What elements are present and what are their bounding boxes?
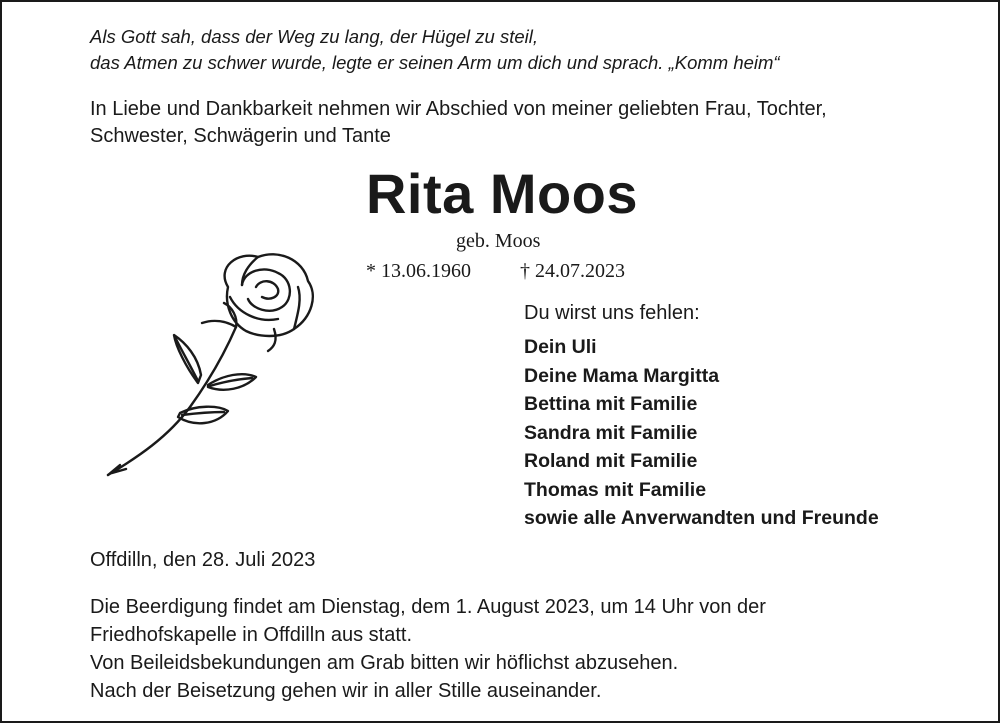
maiden-name: geb. Moos [456,230,541,252]
place-date: Offdilln, den 28. Juli 2023 [90,549,316,571]
mourner: Deine Mama Margitta [524,364,720,387]
birth-date: * 13.06.1960 [366,260,471,282]
mourner: sowie alle Anverwandten und Freunde [524,507,879,529]
funeral-line-4: Nach der Beisetzung gehen wir in aller Stille auseinander. [90,680,602,702]
verse-line-1: Als Gott sah, dass der Weg zu lang, der Hügel zu steil, [90,26,538,47]
mourner: Dein Uli [524,336,597,358]
verse-line-2: das Atmen zu schwer wurde, legte er seinen Arm um dich und sprach. „Komm heim“ [90,52,780,73]
intro-line-1: In Liebe und Dankbarkeit nehmen wir Abschied von meiner geliebten Frau, Tochter, [90,98,827,120]
mourner: Sandra mit Familie [524,421,698,444]
mourner: Thomas mit Familie [524,478,707,501]
intro-line-2: Schwester, Schwägerin und Tante [90,125,391,147]
death-date: † 24.07.2023 [520,260,625,282]
mourner: Roland mit Familie [524,450,698,472]
deceased-name: Rita Moos [365,162,639,225]
funeral-line-2: Friedhofskapelle in Offdilln aus statt. [90,624,413,646]
funeral-line-1: Die Beerdigung findet am Dienstag, dem 1. August 2023, um 14 Uhr von der [90,596,766,618]
mourners-list [524,333,879,533]
rose-icon [98,247,328,487]
miss-you-heading: Du wirst uns fehlen: [524,302,700,324]
funeral-line-3: Von Beileidsbekundungen am Grab bitten wir höflichst abzusehen. [90,652,679,674]
mourner: Bettina mit Familie [524,393,698,415]
